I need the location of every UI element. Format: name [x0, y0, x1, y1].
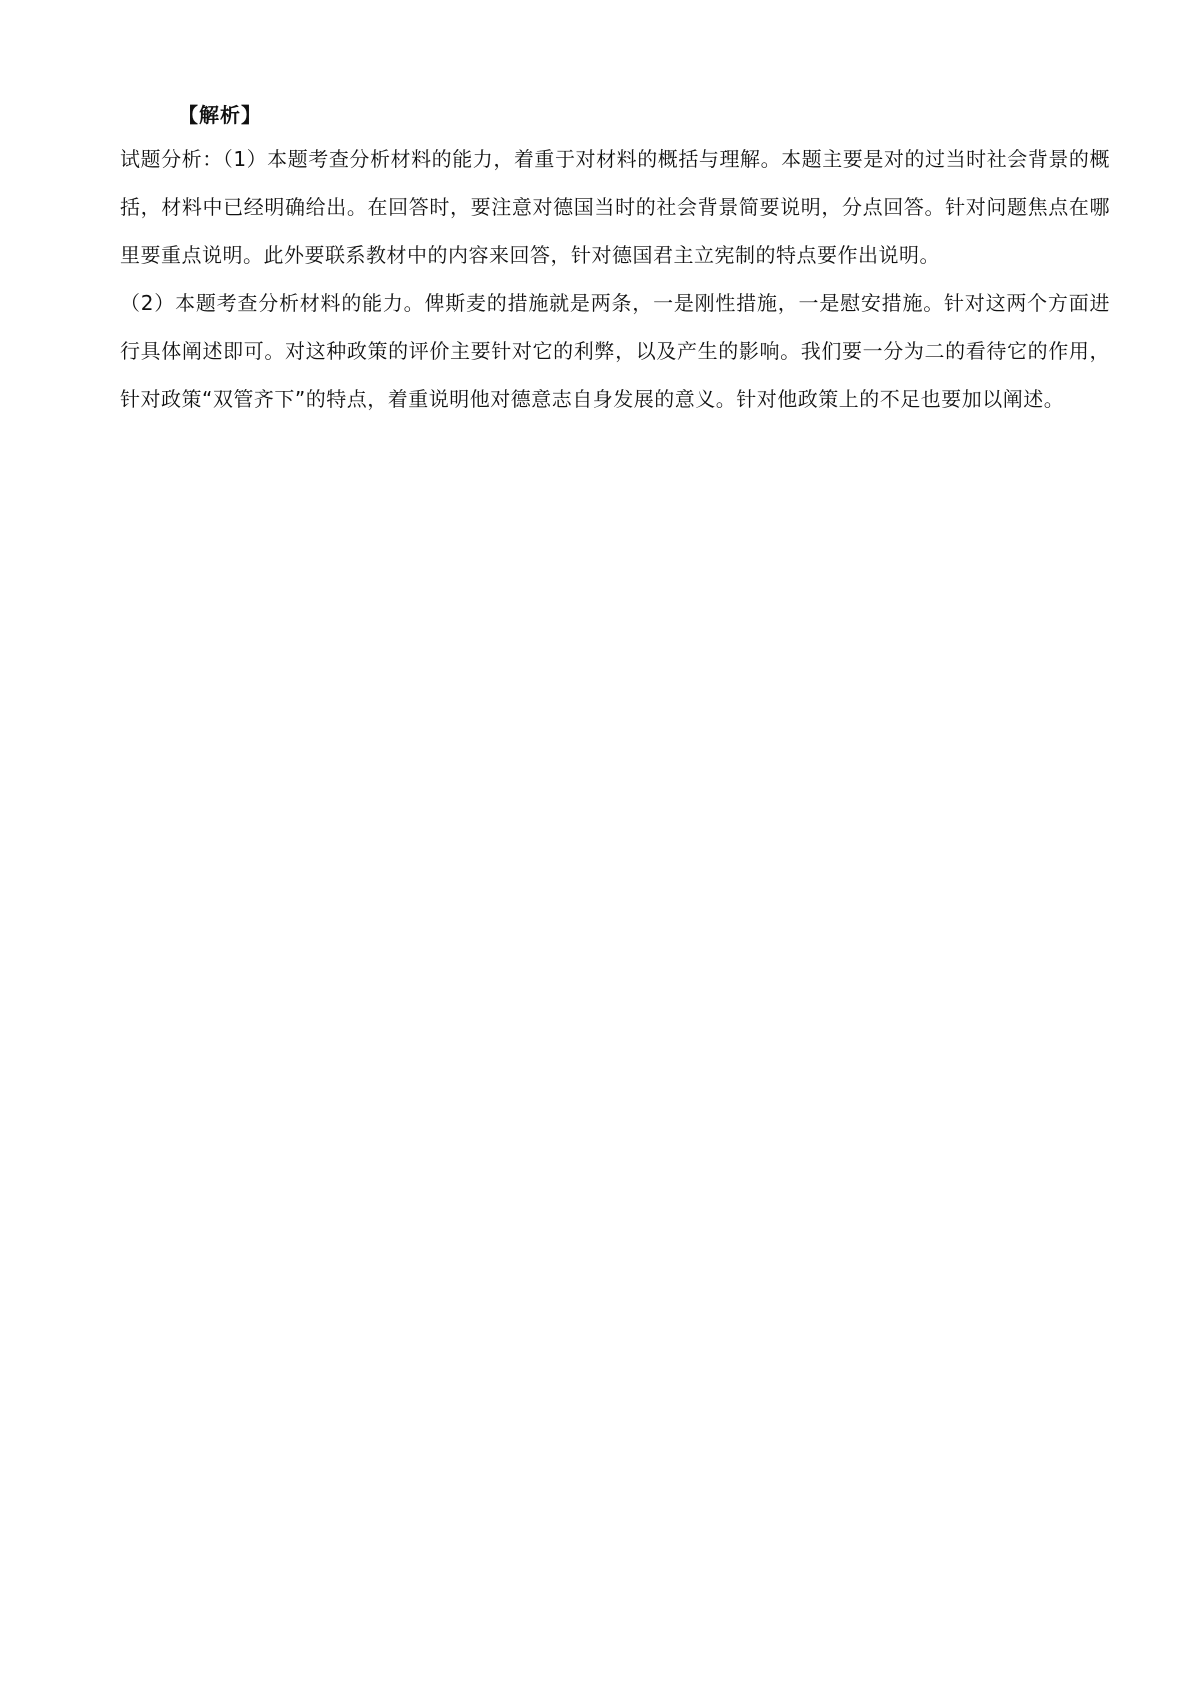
analysis-paragraph-2: （2）本题考查分析材料的能力。俾斯麦的措施就是两条，一是刚性措施，一是慰安措施。针对这两个方面进行具体阐述即可。对这种政策的评价主要针对它的利弊，以及产生的影响。我们要一分为二的看待它的作用，针对政策“双管齐下”的特点，着重说明他对德意志自身发展的意义。针对他政策上的不足也要加以阐述。	[120, 291, 1110, 411]
analysis-section	[120, 95, 1110, 423]
section-heading: 【解析】	[178, 103, 262, 127]
analysis-paragraph-1: 试题分析：（1）本题考查分析材料的能力，着重于对材料的概括与理解。本题主要是对的过当时社会背景的概括，材料中已经明确给出。在回答时，要注意对德国当时的社会背景简要说明，分点回答。针对问题焦点在哪里要重点说明。此外要联系教材中的内容来回答，针对德国君主立宪制的特点要作出说明。	[120, 147, 1110, 267]
